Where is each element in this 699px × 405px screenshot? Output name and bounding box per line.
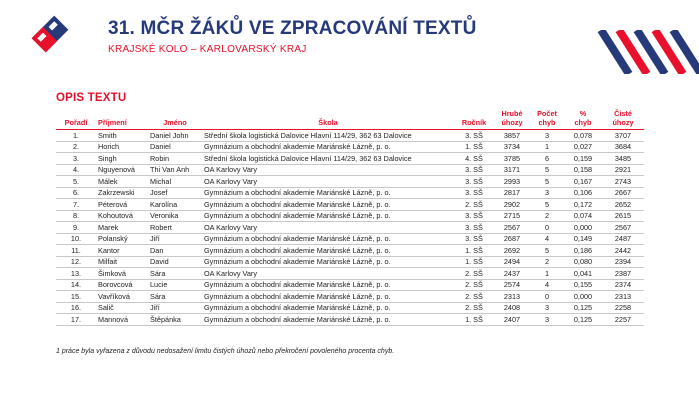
- col-hrube-line2: úhozy: [501, 118, 523, 127]
- cell-ciste: 2394: [602, 256, 644, 268]
- cell-pct: 0,080: [564, 256, 602, 268]
- cell-chyb: 5: [530, 199, 564, 211]
- cell-rocnik: 3. SŠ: [454, 164, 494, 176]
- cell-rocnik: 4. SŠ: [454, 153, 494, 165]
- col-ciste-line2: úhozy: [612, 118, 634, 127]
- table-row: [56, 302, 644, 314]
- cell-chyb: 3: [530, 130, 564, 142]
- page-title: 31. MČR ŽÁKŮ VE ZPRACOVÁNÍ TEXTŮ: [108, 18, 477, 39]
- cell-jmeno: Dan: [148, 245, 202, 257]
- cell-skola: Gymnázium a obchodní akademie Mariánské Lázně, p. o.: [202, 141, 454, 153]
- cell-skola: Střední škola logistická Dalovice Hlavní 114/29, 362 63 Dalovice: [202, 130, 454, 142]
- col-rocnik: Ročník: [461, 118, 487, 127]
- cell-chyb: 5: [530, 164, 564, 176]
- table-row: [56, 291, 644, 303]
- col-ciste: [602, 109, 644, 130]
- table-row: [56, 210, 644, 222]
- cell-rocnik: 2. SŠ: [454, 291, 494, 303]
- cell-pct: 0,167: [564, 176, 602, 188]
- table-row: [56, 268, 644, 280]
- cell-chyb: 5: [530, 176, 564, 188]
- cell-skola: Střední škola logistická Dalovice Hlavní 114/29, 362 63 Dalovice: [202, 153, 454, 165]
- cell-pct: 0,000: [564, 291, 602, 303]
- cell-skola: Gymnázium a obchodní akademie Mariánské Lázně, p. o.: [202, 187, 454, 199]
- cell-skola: OA Karlovy Vary: [202, 164, 454, 176]
- cell-ciste: 2667: [602, 187, 644, 199]
- cell-ciste: 2387: [602, 268, 644, 280]
- cell-chyb: 3: [530, 302, 564, 314]
- cell-chyb: 3: [530, 314, 564, 326]
- section-title: OPIS TEXTU: [56, 92, 127, 104]
- cell-pct: 0,158: [564, 164, 602, 176]
- cell-poradi: 4.: [56, 164, 96, 176]
- cell-skola: OA Karlovy Vary: [202, 222, 454, 234]
- table-row: [56, 187, 644, 199]
- cell-skola: Gymnázium a obchodní akademie Mariánské Lázně, p. o.: [202, 291, 454, 303]
- cell-pct: 0,149: [564, 233, 602, 245]
- table-row: [56, 164, 644, 176]
- col-jmeno: Jméno: [163, 118, 187, 127]
- cell-jmeno: David: [148, 256, 202, 268]
- cell-rocnik: 3. SŠ: [454, 130, 494, 142]
- cell-pct: 0,155: [564, 279, 602, 291]
- cell-prijmeni: Kohoutová: [96, 210, 148, 222]
- cell-jmeno: Karolína: [148, 199, 202, 211]
- cell-skola: OA Karlovy Vary: [202, 268, 454, 280]
- page-subtitle: KRAJSKÉ KOLO – KARLOVARSKÝ KRAJ: [108, 44, 307, 55]
- col-pct: [564, 109, 602, 130]
- cell-prijmeni: Zakrzewski: [96, 187, 148, 199]
- cell-ciste: 2374: [602, 279, 644, 291]
- col-pct-line2: chyb: [574, 118, 592, 127]
- cell-prijmeni: Nguyenová: [96, 164, 148, 176]
- table-row: [56, 130, 644, 142]
- cell-ciste: 3707: [602, 130, 644, 142]
- cell-ciste: 2921: [602, 164, 644, 176]
- cell-hrube: 3785: [494, 153, 530, 165]
- cell-skola: Gymnázium a obchodní akademie Mariánské Lázně, p. o.: [202, 279, 454, 291]
- cell-ciste: 2615: [602, 210, 644, 222]
- cell-prijmeni: Singh: [96, 153, 148, 165]
- cell-rocnik: 2. SŠ: [454, 199, 494, 211]
- cell-hrube: 3171: [494, 164, 530, 176]
- cell-rocnik: 3. SŠ: [454, 176, 494, 188]
- cell-poradi: 14.: [56, 279, 96, 291]
- col-hrube: [494, 109, 530, 130]
- cell-ciste: 2567: [602, 222, 644, 234]
- col-pocet: [530, 109, 564, 130]
- cell-poradi: 7.: [56, 199, 96, 211]
- cell-jmeno: Lucie: [148, 279, 202, 291]
- cell-poradi: 16.: [56, 302, 96, 314]
- cell-poradi: 3.: [56, 153, 96, 165]
- cell-prijmeni: Péterová: [96, 199, 148, 211]
- cell-pct: 0,074: [564, 210, 602, 222]
- cell-jmeno: Veronika: [148, 210, 202, 222]
- cell-chyb: 3: [530, 187, 564, 199]
- cell-rocnik: 1. SŠ: [454, 256, 494, 268]
- cell-ciste: 2487: [602, 233, 644, 245]
- cell-pct: 0,159: [564, 153, 602, 165]
- cell-hrube: 2567: [494, 222, 530, 234]
- cell-chyb: 2: [530, 210, 564, 222]
- cell-skola: Gymnázium a obchodní akademie Mariánské Lázně, p. o.: [202, 210, 454, 222]
- table-row: [56, 176, 644, 188]
- cell-skola: Gymnázium a obchodní akademie Mariánské Lázně, p. o.: [202, 199, 454, 211]
- table-row: [56, 199, 644, 211]
- cell-jmeno: Jiří: [148, 233, 202, 245]
- col-prijmeni: Příjmení: [98, 118, 127, 127]
- cell-poradi: 15.: [56, 291, 96, 303]
- cell-rocnik: 1. SŠ: [454, 314, 494, 326]
- cell-rocnik: 3. SŠ: [454, 210, 494, 222]
- cell-chyb: 2: [530, 256, 564, 268]
- table-header-row: [56, 109, 644, 130]
- table-row: [56, 245, 644, 257]
- cell-ciste: 2257: [602, 314, 644, 326]
- cell-pct: 0,125: [564, 314, 602, 326]
- cell-jmeno: Sára: [148, 268, 202, 280]
- cell-jmeno: Jiří: [148, 302, 202, 314]
- cell-jmeno: Josef: [148, 187, 202, 199]
- cell-chyb: 4: [530, 279, 564, 291]
- cell-hrube: 2407: [494, 314, 530, 326]
- cell-pct: 0,078: [564, 130, 602, 142]
- cell-jmeno: Štěpánka: [148, 314, 202, 326]
- cell-prijmeni: Marek: [96, 222, 148, 234]
- cell-hrube: 2817: [494, 187, 530, 199]
- cell-hrube: 3857: [494, 130, 530, 142]
- cell-jmeno: Thi Van Anh: [148, 164, 202, 176]
- cell-poradi: 2.: [56, 141, 96, 153]
- cell-skola: Gymnázium a obchodní akademie Mariánské Lázně, p. o.: [202, 245, 454, 257]
- footnote: 1 práce byla vyřazena z důvodu nedosažení limitu čistých úhozů nebo překročení povoleného procenta chyb.: [56, 348, 395, 355]
- cell-poradi: 12.: [56, 256, 96, 268]
- cell-prijmeni: Polanský: [96, 233, 148, 245]
- cell-rocnik: 3. SŠ: [454, 222, 494, 234]
- cell-jmeno: Daniel: [148, 141, 202, 153]
- cell-skola: OA Karlovy Vary: [202, 176, 454, 188]
- cell-skola: Gymnázium a obchodní akademie Mariánské Lázně, p. o.: [202, 233, 454, 245]
- cell-prijmeni: Salič: [96, 302, 148, 314]
- cell-pct: 0,000: [564, 222, 602, 234]
- cell-prijmeni: Smith: [96, 130, 148, 142]
- cell-poradi: 8.: [56, 210, 96, 222]
- cell-hrube: 2574: [494, 279, 530, 291]
- cell-hrube: 2408: [494, 302, 530, 314]
- cell-hrube: 2437: [494, 268, 530, 280]
- cell-pct: 0,125: [564, 302, 602, 314]
- col-poradi: Pořadí: [64, 118, 88, 127]
- cell-skola: Gymnázium a obchodní akademie Mariánské Lázně, p. o.: [202, 302, 454, 314]
- cell-ciste: 3684: [602, 141, 644, 153]
- cell-chyb: 1: [530, 141, 564, 153]
- cell-chyb: 4: [530, 233, 564, 245]
- cell-skola: Gymnázium a obchodní akademie Mariánské Lázně, p. o.: [202, 256, 454, 268]
- cell-poradi: 9.: [56, 222, 96, 234]
- cell-prijmeni: Mannová: [96, 314, 148, 326]
- cell-prijmeni: Šimková: [96, 268, 148, 280]
- cell-chyb: 0: [530, 222, 564, 234]
- cell-poradi: 1.: [56, 130, 96, 142]
- cell-pct: 0,106: [564, 187, 602, 199]
- cell-hrube: 2993: [494, 176, 530, 188]
- cell-hrube: 2494: [494, 256, 530, 268]
- cell-poradi: 11.: [56, 245, 96, 257]
- cell-jmeno: Robin: [148, 153, 202, 165]
- cell-poradi: 13.: [56, 268, 96, 280]
- cell-poradi: 10.: [56, 233, 96, 245]
- cell-pct: 0,041: [564, 268, 602, 280]
- cell-ciste: 2652: [602, 199, 644, 211]
- cell-poradi: 17.: [56, 314, 96, 326]
- table-row: [56, 153, 644, 165]
- cell-rocnik: 2. SŠ: [454, 268, 494, 280]
- col-pocet-line2: chyb: [538, 118, 556, 127]
- cell-poradi: 6.: [56, 187, 96, 199]
- cell-pct: 0,172: [564, 199, 602, 211]
- cell-rocnik: 2. SŠ: [454, 302, 494, 314]
- col-pct-line1: %: [579, 109, 587, 118]
- table-row: [56, 279, 644, 291]
- cell-ciste: 2442: [602, 245, 644, 257]
- table-row: [56, 141, 644, 153]
- cell-rocnik: 3. SŠ: [454, 187, 494, 199]
- cell-rocnik: 3. SŠ: [454, 233, 494, 245]
- cell-chyb: 5: [530, 245, 564, 257]
- cell-prijmeni: Milfait: [96, 256, 148, 268]
- cell-jmeno: Sára: [148, 291, 202, 303]
- table-row: [56, 256, 644, 268]
- interinfo-logo: [30, 14, 70, 54]
- cell-hrube: 3734: [494, 141, 530, 153]
- cell-hrube: 2692: [494, 245, 530, 257]
- cell-pct: 0,027: [564, 141, 602, 153]
- results-table: [56, 109, 644, 326]
- cell-ciste: 2258: [602, 302, 644, 314]
- cell-poradi: 5.: [56, 176, 96, 188]
- cell-prijmeni: Málek: [96, 176, 148, 188]
- cell-prijmeni: Vavříková: [96, 291, 148, 303]
- cell-rocnik: 1. SŠ: [454, 245, 494, 257]
- cell-skola: Gymnázium a obchodní akademie Mariánské Lázně, p. o.: [202, 314, 454, 326]
- cell-chyb: 1: [530, 268, 564, 280]
- col-pocet-line1: Počet: [537, 109, 557, 118]
- table-row: [56, 222, 644, 234]
- cell-pct: 0,186: [564, 245, 602, 257]
- cell-ciste: 3485: [602, 153, 644, 165]
- table-row: [56, 314, 644, 326]
- cell-prijmeni: Kantor: [96, 245, 148, 257]
- col-skola: Škola: [318, 118, 338, 127]
- cell-rocnik: 2. SŠ: [454, 279, 494, 291]
- cell-ciste: 2313: [602, 291, 644, 303]
- cell-prijmeni: Horich: [96, 141, 148, 153]
- col-ciste-line1: Čisté: [614, 109, 632, 118]
- cell-hrube: 2902: [494, 199, 530, 211]
- cell-hrube: 2687: [494, 233, 530, 245]
- cell-rocnik: 1. SŠ: [454, 141, 494, 153]
- cell-hrube: 2313: [494, 291, 530, 303]
- cell-jmeno: Michal: [148, 176, 202, 188]
- cell-jmeno: Daniel John: [148, 130, 202, 142]
- cell-jmeno: Robert: [148, 222, 202, 234]
- cell-chyb: 6: [530, 153, 564, 165]
- table-row: [56, 233, 644, 245]
- col-hrube-line1: Hrubé: [501, 109, 523, 118]
- cell-ciste: 2743: [602, 176, 644, 188]
- cell-hrube: 2715: [494, 210, 530, 222]
- cell-prijmeni: Borovcová: [96, 279, 148, 291]
- decorative-stripes: [571, 30, 699, 74]
- cell-chyb: 0: [530, 291, 564, 303]
